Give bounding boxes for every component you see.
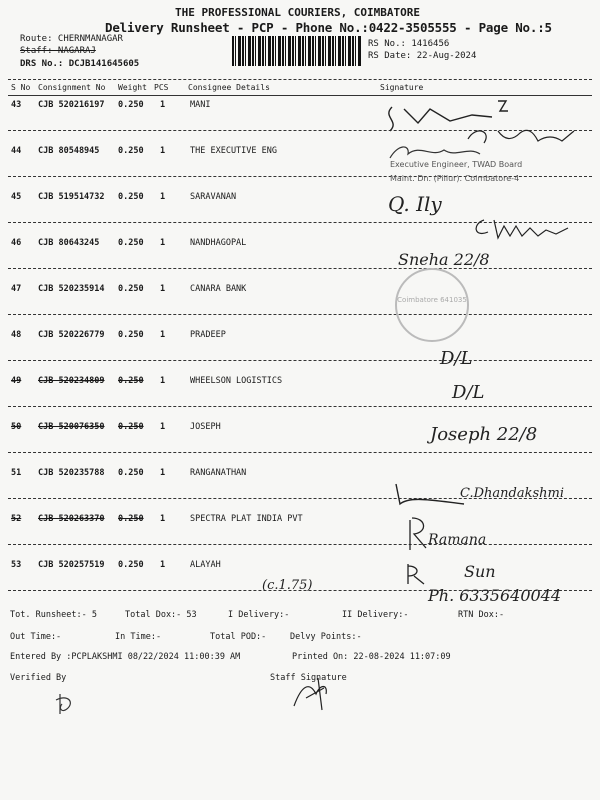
verifier-signature (50, 690, 80, 720)
row-consignee: ALAYAH (190, 560, 221, 570)
row-sno: 46 (11, 238, 22, 248)
total-dox: Total Dox:- 53 (125, 610, 197, 620)
verified-by: Verified By (10, 673, 67, 683)
staff-label: Staff: NAGARAJ (20, 46, 96, 56)
row-consignment: CJB 80643245 (38, 238, 100, 248)
row-weight: 0.250 (118, 514, 144, 524)
handwritten-phone: Ph. 6335640044 (428, 586, 562, 605)
barcode (232, 36, 362, 66)
row-consignment: CJB 520257519 (38, 560, 105, 570)
row-weight: 0.250 (118, 284, 144, 294)
row-pcs: 1 (160, 146, 166, 156)
table-row (8, 373, 592, 419)
row-consignment: CJB 520234809 (38, 376, 105, 386)
row-divider (8, 268, 592, 269)
row-divider (8, 452, 592, 453)
row-weight: 0.250 (118, 330, 144, 340)
row-sno: 53 (11, 560, 22, 570)
table-top-rule (8, 79, 592, 80)
row-divider (8, 544, 592, 545)
row-consignment: CJB 520226779 (38, 330, 105, 340)
signature-spectra: Ramana (428, 532, 487, 548)
row-weight: 0.250 (118, 192, 144, 202)
row-sno: 48 (11, 330, 22, 340)
row-pcs: 1 (160, 468, 166, 478)
signature-pradeep: D/L (440, 348, 473, 369)
row-consignee: WHEELSON LOGISTICS (190, 376, 283, 386)
bank-seal-stamp (395, 268, 469, 342)
row-pcs: 1 (160, 284, 166, 294)
row-sno: 52 (11, 514, 22, 524)
row-pcs: 1 (160, 376, 166, 386)
signature-wheelson: D/L (452, 382, 485, 403)
row-divider (8, 406, 592, 407)
entered-by: Entered By :PCPLAKSHMI 08/22/2024 11:00:39 AM (10, 652, 241, 662)
table-row (8, 281, 592, 327)
executive-engineer-stamp (378, 156, 553, 192)
row-consignee: THE EXECUTIVE ENG (190, 146, 277, 156)
row-weight: 0.250 (118, 468, 144, 478)
col-consignment: Consignment No (38, 83, 106, 92)
i-delivery: I Delivery:- (228, 610, 290, 620)
staff-signature-label: Staff Signature (270, 673, 347, 683)
delvy-points: Delvy Points:- (290, 632, 362, 642)
row-sno: 49 (11, 376, 22, 386)
row-sno: 45 (11, 192, 22, 202)
signature-ranganathan: C.Dhandakshmi (460, 486, 565, 501)
row-consignment: CJB 520235788 (38, 468, 105, 478)
row-consignee: CANARA BANK (190, 284, 247, 294)
row-consignee: NANDHAGOPAL (190, 238, 247, 248)
rs-date: RS Date: 22-Aug-2024 (368, 51, 477, 61)
row-sno: 44 (11, 146, 22, 156)
signature-chairman (470, 210, 590, 240)
signature-nandhagopal: Sneha 22/8 (398, 250, 490, 269)
col-weight: Weight (118, 83, 147, 92)
tot-runsheet: Tot. Runsheet:- 5 (10, 610, 97, 620)
table-row (8, 235, 592, 281)
row-consignee: JOSEPH (190, 422, 221, 432)
row-pcs: 1 (160, 192, 166, 202)
signature-ranganathan-mark (390, 480, 470, 510)
row-sno: 47 (11, 284, 22, 294)
table-row (8, 511, 592, 557)
row-consignee: SPECTRA PLAT INDIA PVT (190, 514, 303, 524)
row-consignment: CJB 519514732 (38, 192, 105, 202)
staff-signature (288, 676, 338, 712)
col-pcs: PCS (154, 83, 169, 92)
row-consignment: CJB 520263370 (38, 514, 105, 524)
row-divider (8, 314, 592, 315)
row-consignee: PRADEEP (190, 330, 226, 340)
col-signature: Signature (380, 83, 424, 92)
row-divider (8, 360, 592, 361)
drs-number: DRS No.: DCJB141645605 (20, 59, 140, 69)
handwritten-amount: (c.1.75) (262, 578, 313, 593)
row-sno: 43 (11, 100, 22, 110)
row-consignee: RANGANATHAN (190, 468, 247, 478)
row-sno: 50 (11, 422, 22, 432)
row-consignment: CJB 520216197 (38, 100, 105, 110)
row-weight: 0.250 (118, 560, 144, 570)
stamp-line-1: Executive Engineer, TWAD Board (390, 160, 523, 169)
row-weight: 0.250 (118, 238, 144, 248)
row-consignment: CJB 80548945 (38, 146, 100, 156)
route-label: Route: CHERNMANAGAR (20, 34, 123, 44)
out-time: Out Time:- (10, 632, 62, 642)
row-pcs: 1 (160, 330, 166, 340)
row-pcs: 1 (160, 238, 166, 248)
signature-alayah-mark (402, 562, 432, 586)
row-weight: 0.250 (118, 146, 144, 156)
signature-alayah: Sun (464, 562, 496, 581)
in-time: In Time:- (115, 632, 162, 642)
row-weight: 0.250 (118, 376, 144, 386)
row-pcs: 1 (160, 514, 166, 524)
col-consignee: Consignee Details (188, 83, 270, 92)
row-weight: 0.250 (118, 100, 144, 110)
seal-text: Coimbatore 641035 (397, 296, 467, 304)
row-weight: 0.250 (118, 422, 144, 432)
ii-delivery: II Delivery:- (342, 610, 409, 620)
row-consignment: CJB 520076350 (38, 422, 105, 432)
row-consignment: CJB 520235914 (38, 284, 105, 294)
row-sno: 51 (11, 468, 22, 478)
row-pcs: 1 (160, 100, 166, 110)
table-row (8, 327, 592, 373)
signature-joseph: Joseph 22/8 (430, 424, 538, 445)
stamp-line-2: Maint. Dn. (Pillur). Coimbatore-4 (390, 174, 520, 183)
col-sno: S No (11, 83, 31, 92)
rs-number: RS No.: 1416456 (368, 39, 450, 49)
row-pcs: 1 (160, 560, 166, 570)
runsheet-title: Delivery Runsheet - PCP - Phone No.:0422-3505555 - Page No.:5 (105, 20, 552, 35)
row-pcs: 1 (160, 422, 166, 432)
total-pod: Total POD:- (210, 632, 267, 642)
row-consignee: MANI (190, 100, 211, 110)
row-consignee: SARAVANAN (190, 192, 237, 202)
signature-saravanan: Q. Ily (388, 192, 442, 216)
printed-on: Printed On: 22-08-2024 11:07:09 (292, 652, 451, 662)
company-name: THE PROFESSIONAL COURIERS, COIMBATORE (175, 6, 421, 19)
rtn-dox: RTN Dox:- (458, 610, 505, 620)
